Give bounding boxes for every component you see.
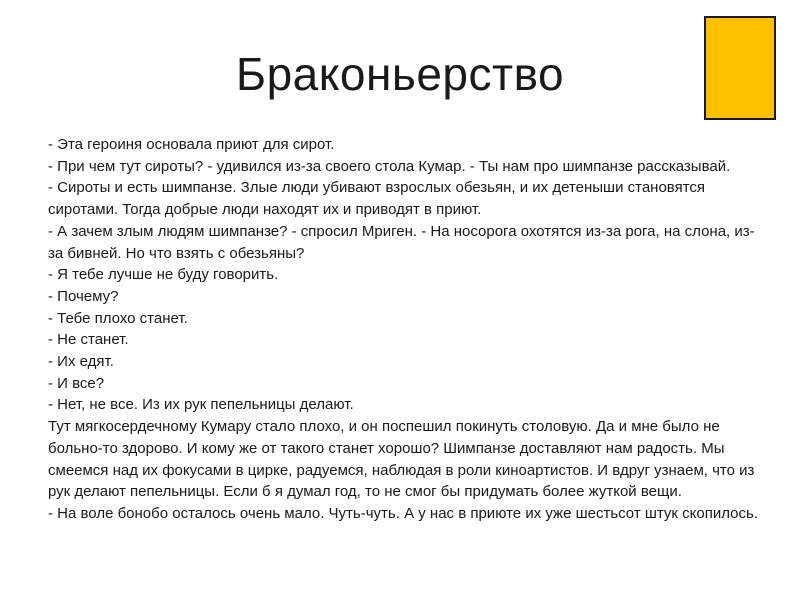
paragraph: Тут мягкосердечному Кумару стало плохо, и он поспешил покинуть столовую. Да и мне было не больно-то здорово. И кому же от такого станет хорошо? Шимпанзе доставляют нам радость. Мы смеемся над их фокусами в цирке, радуемся, наблюдая в роли киноартистов. И вдруг узнаем, что из рук делают пепельницы. Если б я думал год, то не смог бы придумать более жуткой вещи. bbox=[48, 418, 755, 501]
paragraph: - Их едят. bbox=[48, 353, 114, 371]
paragraph: - При чем тут сироты? - удивился из-за своего стола Кумар. - Ты нам про шимпанзе рассказывай. bbox=[48, 157, 731, 175]
paragraph: - Тебе плохо станет. bbox=[48, 309, 188, 327]
paragraph: - Сироты и есть шимпанзе. Злые люди убивают взрослых обезьян, и их детеныши становятся сиротами. Тогда добрые люди находят их и приводят в приют. bbox=[48, 179, 706, 219]
orange-square-shape bbox=[704, 16, 776, 120]
slide-body-text bbox=[48, 134, 764, 525]
paragraph: - И все? bbox=[48, 374, 105, 392]
slide-title: Браконьерство bbox=[235, 48, 565, 100]
paragraph: - Я тебе лучше не буду говорить. bbox=[48, 266, 279, 284]
paragraph: - Нет, не все. Из их рук пепельницы делают. bbox=[48, 396, 354, 414]
paragraph: - Почему? bbox=[48, 287, 119, 305]
paragraph: - Не станет. bbox=[48, 331, 129, 349]
paragraph: - На воле бонобо осталось очень мало. Чуть-чуть. А у нас в приюте их уже шестьсот штук скопилось. bbox=[48, 504, 758, 522]
paragraph: - А зачем злым людям шимпанзе? - спросил Мриген. - На носорога охотятся из-за рога, на слона, из-за бивней. Но что взять с обезьяны? bbox=[48, 222, 755, 262]
paragraph: - Эта героиня основала приют для сирот. bbox=[48, 136, 335, 153]
